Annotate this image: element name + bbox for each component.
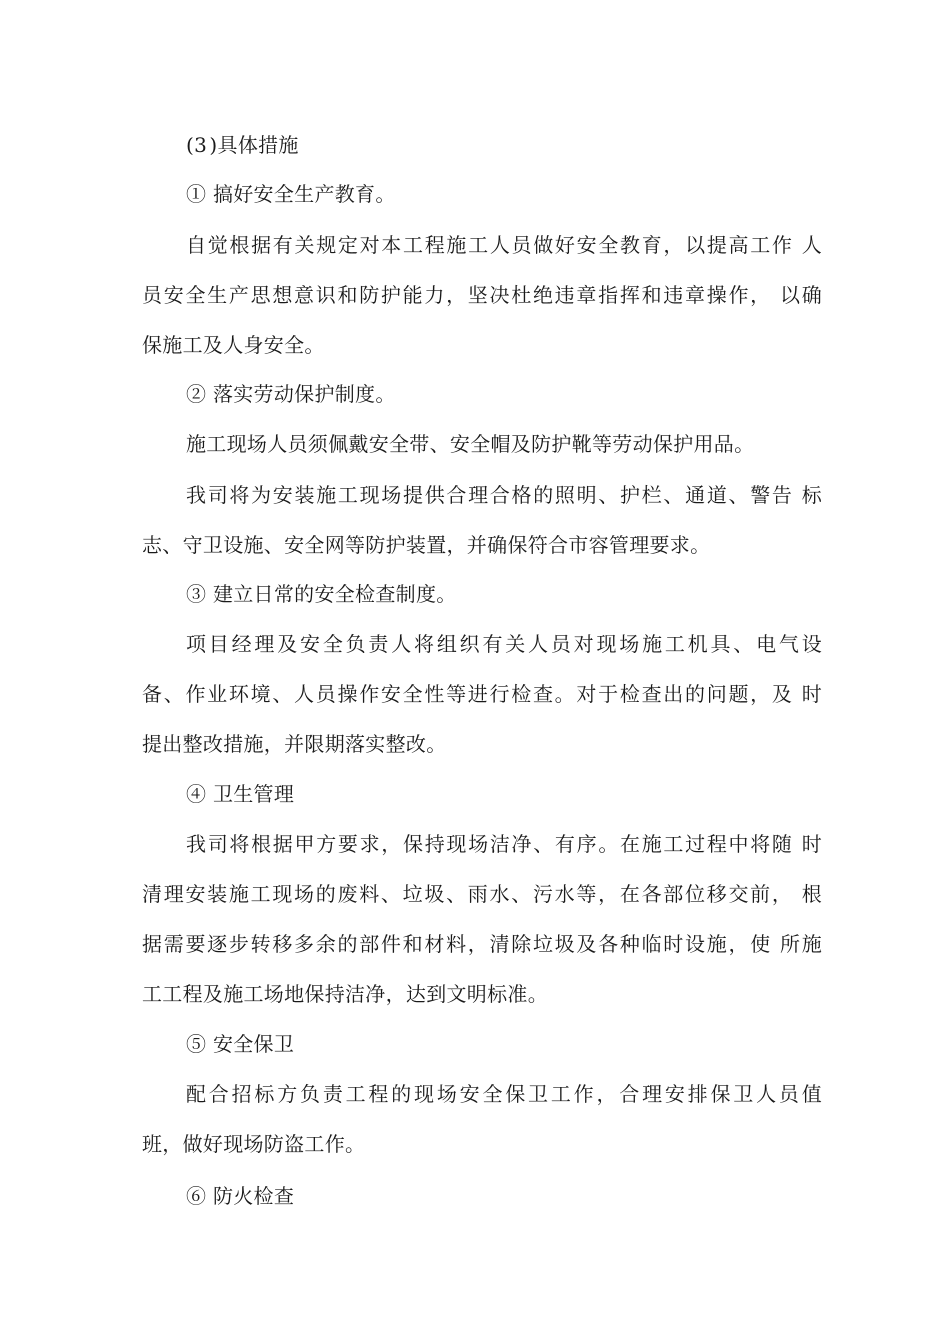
paragraph-line: 施工现场人员须佩戴安全带、安全帽及防护靴等劳动保护用品。 <box>186 432 755 456</box>
paragraph-line: 清理安装施工现场的废料、垃圾、雨水、污水等，在各部位移交前， 根 <box>142 882 822 906</box>
item-heading-4: ④ 卫生管理 <box>186 782 295 806</box>
item-heading-3: ③ 建立日常的安全检查制度。 <box>186 582 457 606</box>
item-heading-2: ② 落实劳动保护制度。 <box>186 382 396 406</box>
paragraph-line: 保施工及人身安全。 <box>142 333 325 357</box>
item-heading-1: ① 搞好安全生产教育。 <box>186 182 396 206</box>
paragraph-line: 自觉根据有关规定对本工程施工人员做好安全教育，以提高工作 人 <box>186 233 822 257</box>
paragraph-line: 工工程及施工场地保持洁净，达到文明标准。 <box>142 982 548 1006</box>
paragraph-line: 我司将根据甲方要求，保持现场洁净、有序。在施工过程中将随 时 <box>186 832 822 856</box>
paragraph-line: 备、作业环境、人员操作安全性等进行检查。对于检查出的问题，及 时 <box>142 682 822 706</box>
paragraph-line: 配合招标方负责工程的现场安全保卫工作，合理安排保卫人员值 <box>186 1082 822 1106</box>
paragraph-line: 班，做好现场防盗工作。 <box>142 1132 366 1156</box>
item-heading-5: ⑤ 安全保卫 <box>186 1032 295 1056</box>
paragraph-line: 据需要逐步转移多余的部件和材料，清除垃圾及各种临时设施，使 所施 <box>142 932 822 956</box>
paragraph-line: 志、守卫设施、安全网等防护装置，并确保符合市容管理要求。 <box>142 533 711 557</box>
paragraph-line: 提出整改措施，并限期落实整改。 <box>142 732 447 756</box>
paragraph-line: 员安全生产思想意识和防护能力，坚决杜绝违章指挥和违章操作， 以确 <box>142 283 822 307</box>
paragraph-line: 项目经理及安全负责人将组织有关人员对现场施工机具、电气设 <box>186 632 822 656</box>
item-heading-6: ⑥ 防火检查 <box>186 1184 295 1208</box>
section-heading: (3 )具体措施 <box>186 133 299 157</box>
paragraph-line: 我司将为安装施工现场提供合理合格的照明、护栏、通道、警告 标 <box>186 483 822 507</box>
